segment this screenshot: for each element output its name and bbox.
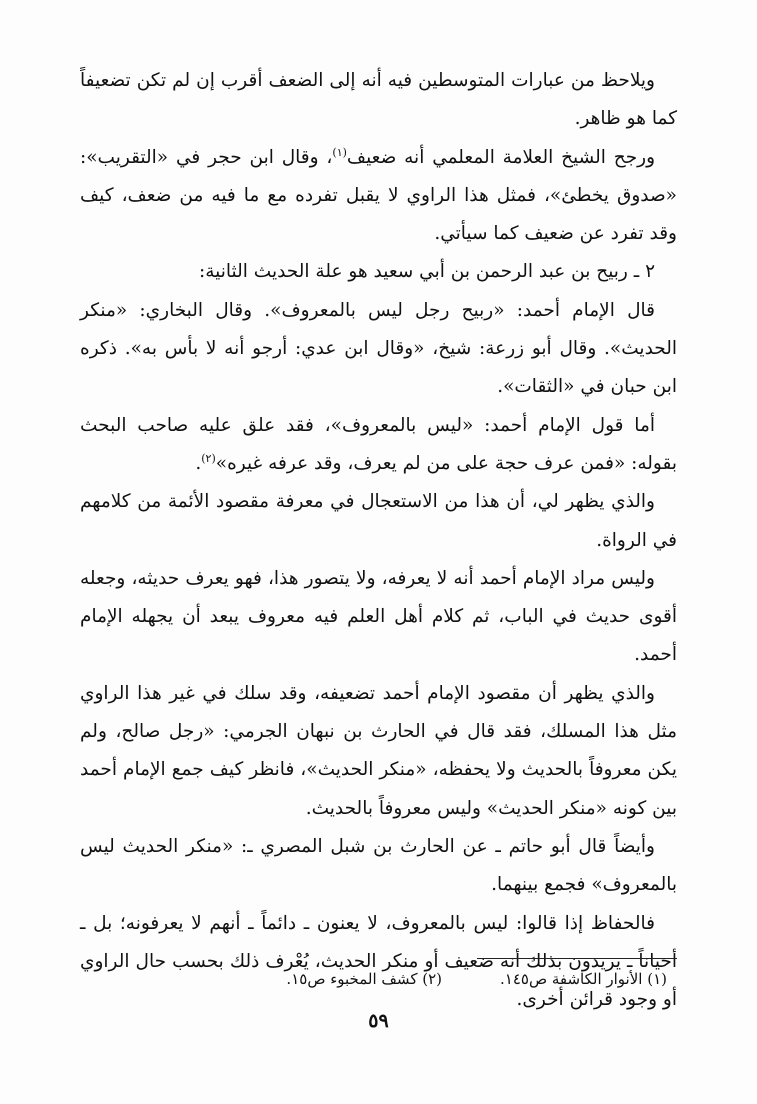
paragraph-9: وأيضاً قال أبو حاتم ـ عن الحارث بن شبل المصري ـ: «منكر الحديث ليس بالمعروف» فجمع بينهما. xyxy=(80,835,677,896)
footnote-ref-2[interactable]: (٢) xyxy=(201,451,216,465)
page-number: ٥٩ xyxy=(368,1010,389,1032)
paragraph-2-start: ورجح الشيخ العلامة المعلمي أنه ضعيف xyxy=(346,146,655,168)
paragraph-5-end: . xyxy=(195,452,202,474)
paragraph-2-end: ، وقال ابن حجر في «التقريب»: «صدوق يخطئ»، فمثل هذا الراوي لا يقبل تفرده مع ما فيه من ضعف، كيف وقد تفرد عن ضعيف كما سيأتي. xyxy=(80,146,677,245)
paragraph-4: قال الإمام أحمد: «ربيح رجل ليس بالمعروف». وقال البخاري: «منكر الحديث». وقال أبو زرعة: شيخ، «وقال ابن عدي: أرجو أنه لا بأس به». ذكره ابن حبان في «الثقات». xyxy=(80,299,677,398)
footnote-ref-1[interactable]: (١) xyxy=(332,145,347,159)
footnote-1: (١) الأنوار الكاشفة ص١٤٥. xyxy=(499,970,667,988)
paragraph-3: ٢ ـ ربيح بن عبد الرحمن بن أبي سعيد هو علة الحديث الثانية: xyxy=(199,261,655,283)
paragraph-5 xyxy=(80,407,677,484)
paragraph-6: والذي يظهر لي، أن هذا من الاستعجال في معرفة مقصود الأئمة من كلامهم في الرواة. xyxy=(80,491,677,551)
footnote-2: (٢) كشف المخبوء ص١٥. xyxy=(286,970,442,988)
paragraph-7: وليس مراد الإمام أحمد أنه لا يعرفه، ولا يتصور هذا، فهو يعرف حديثه، وجعله أقوى حديث في الباب، ثم كلام أهل العلم فيه معروف يبعد أن يجهله الإمام أحمد. xyxy=(80,567,677,666)
paragraph-2 xyxy=(80,139,677,254)
main-text xyxy=(80,62,677,1019)
paragraph-1: ويلاحظ من عبارات المتوسطين فيه أنه إلى الضعف أقرب إن لم تكن تضعيفاً كما هو ظاهر. xyxy=(80,70,677,130)
paragraph-5-start: أما قول الإمام أحمد: «ليس بالمعروف»، فقد علق عليه صاحب البحث بقوله: «فمن عرف حجة على من لم يعرف، وقد عرفه غيره» xyxy=(80,414,677,474)
paragraph-8: والذي يظهر أن مقصود الإمام أحمد تضعيفه، وقد سلك في غير هذا الراوي مثل هذا المسلك، فقد قال في الحارث بن نبهان الجرمي: «رجل صالح، ولم يكن معروفاً بالحديث ولا يحفظه، «منكر الحديث»، فانظر كيف جمع الإمام أحمد بين كونه «منكر الحديث» وليس معروفاً بالحديث. xyxy=(80,682,677,819)
footnotes xyxy=(80,966,677,992)
footnote-divider xyxy=(477,958,677,959)
paragraph-10: فالحفاظ إذا قالوا: ليس بالمعروف، لا يعنون ـ دائماً ـ أنهم لا يعرفونه؛ بل ـ أحياناً ـ يريدون بذلك أنه ضعيف أو منكر الحديث، يُعْرف ذلك بحسب حال الراوي أو وجود قرائن أخرى. xyxy=(80,912,677,1011)
